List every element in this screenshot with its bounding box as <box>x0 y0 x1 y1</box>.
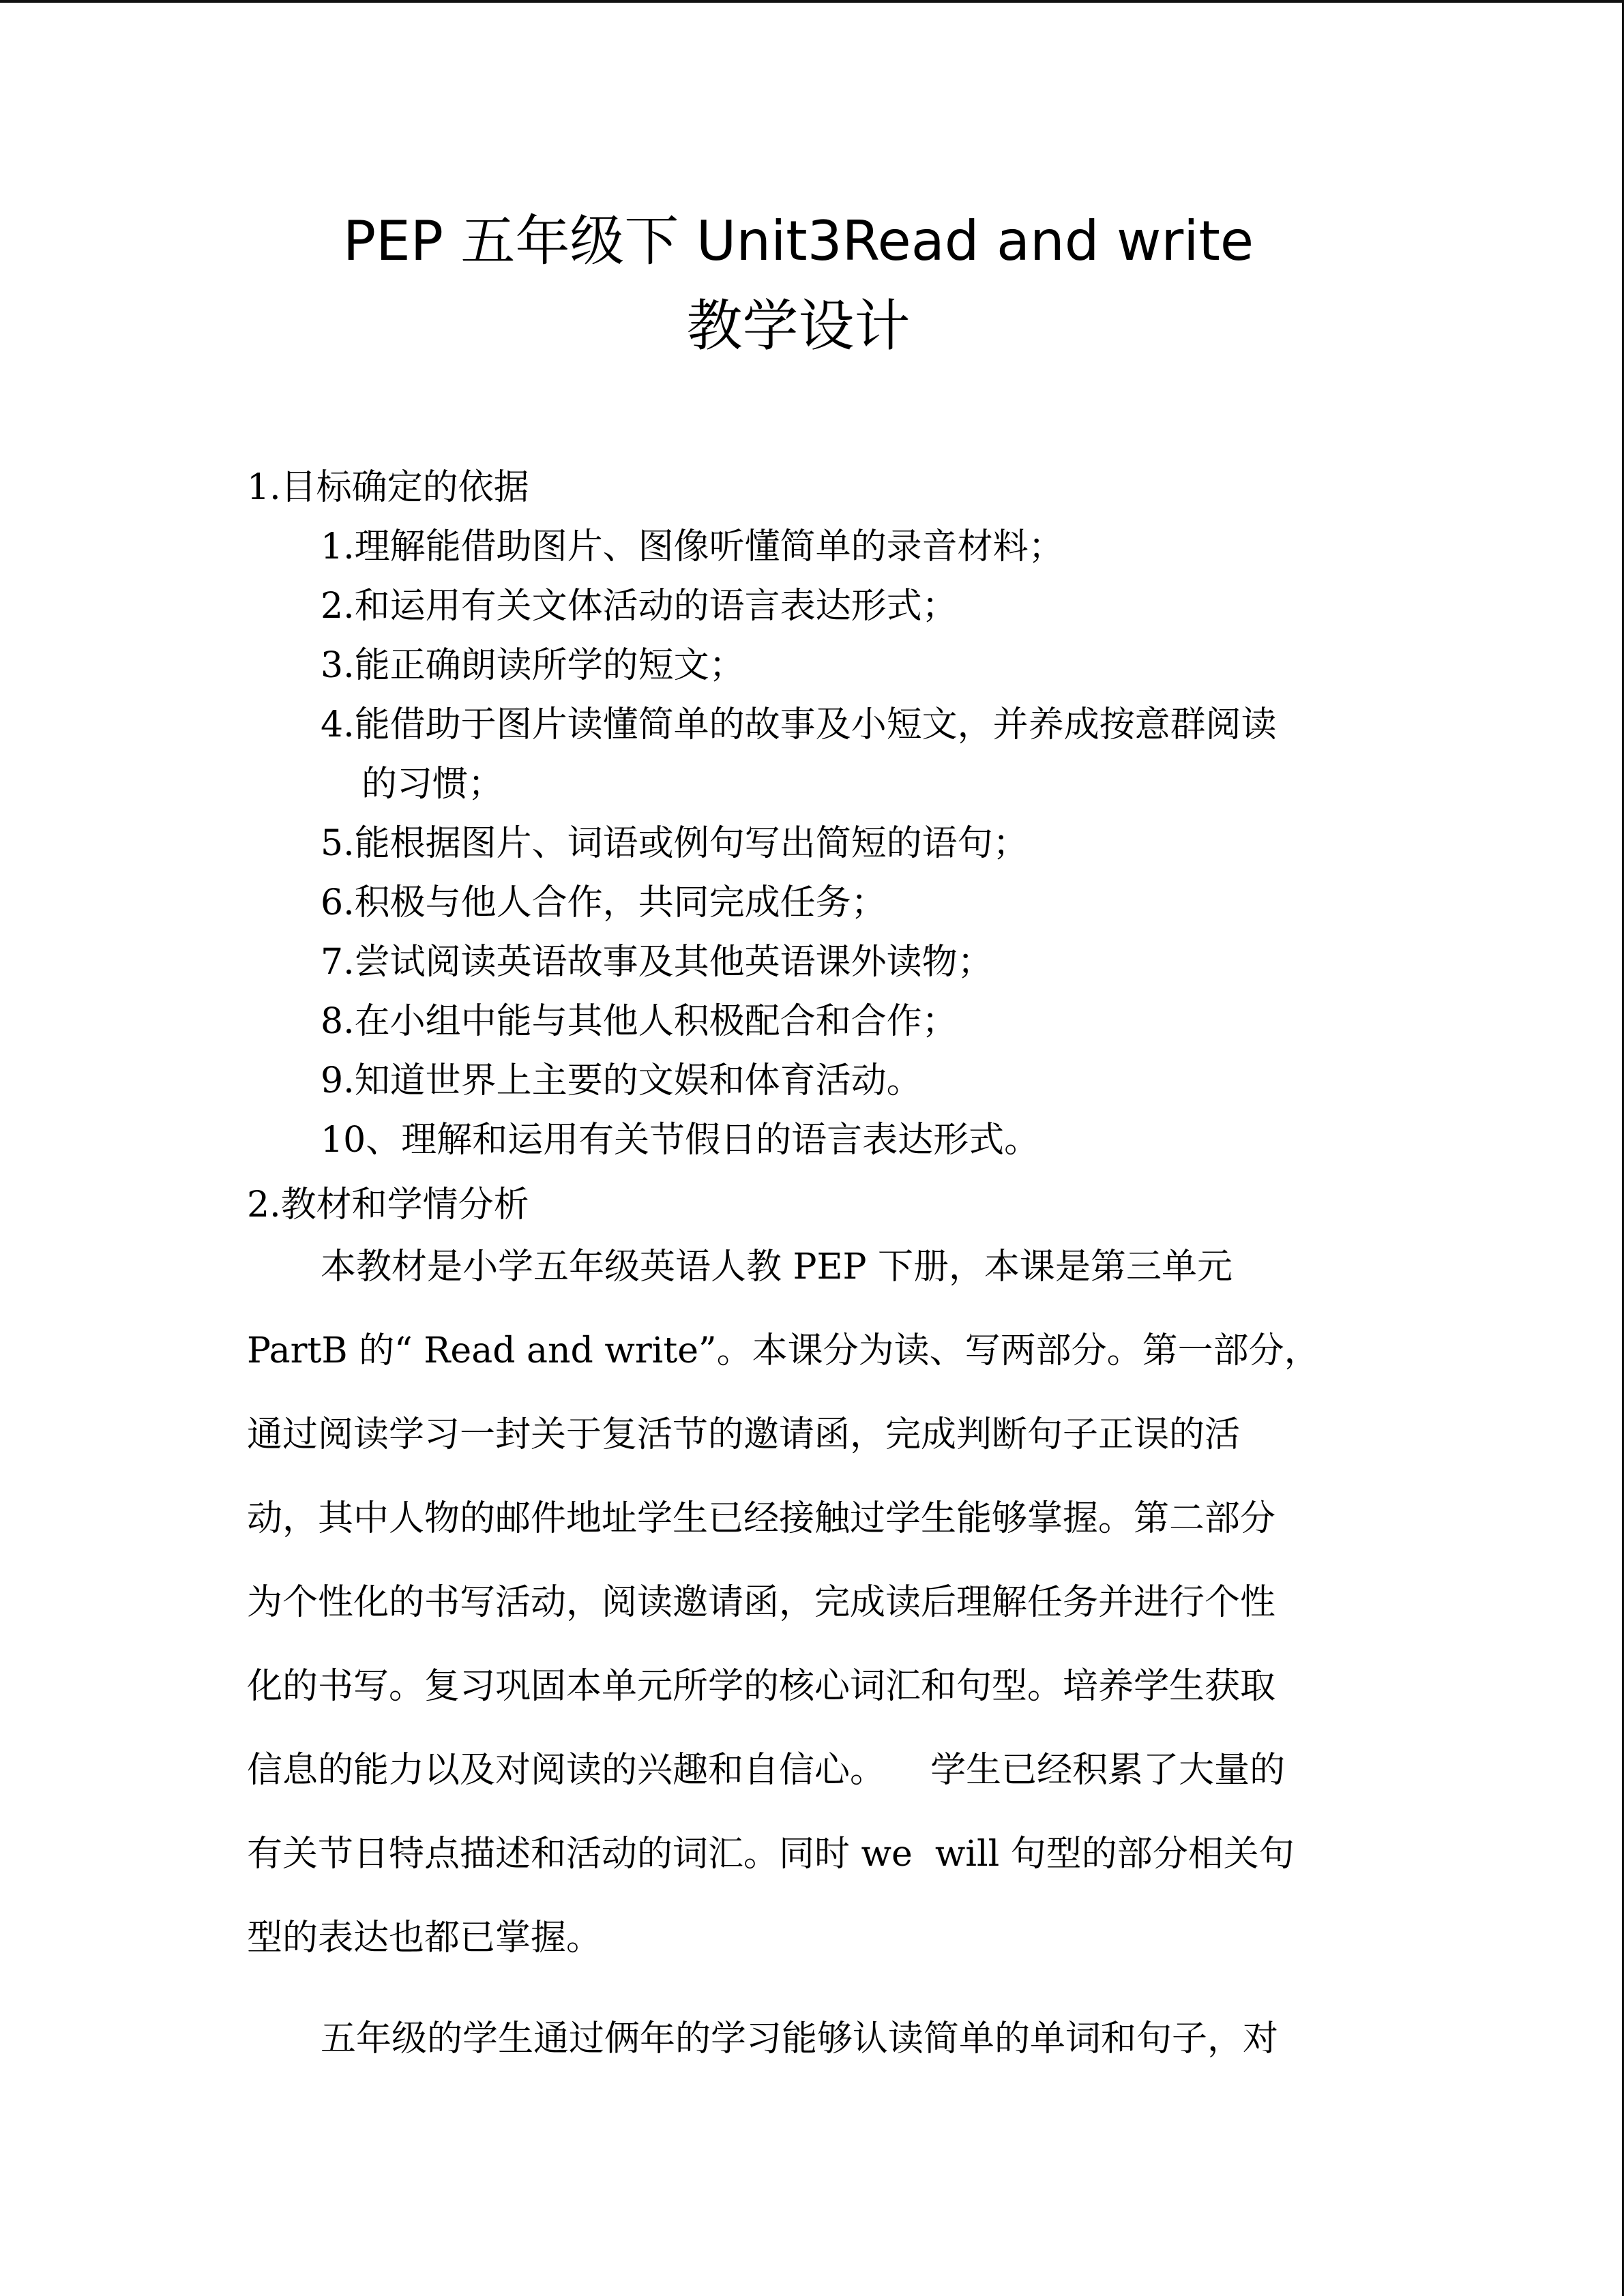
paragraph-line: 信息的能力以及对阅读的兴趣和自信心。 学生已经积累了大量的 <box>247 1750 1286 1791</box>
objective-text: 理解能借助图片、图像听懂简单的录音材料； <box>354 526 1064 567</box>
paragraph-line: 有关节日特点描述和活动的词汇。同时 we will 句型的部分相关句 <box>247 1834 1295 1875</box>
objective-text: 在小组中能与其他人积极配合和合作； <box>354 1001 958 1042</box>
objective-number: 5. <box>321 823 355 864</box>
objective-number: 6. <box>321 882 355 923</box>
document-subtitle: 教学设计 <box>686 294 911 359</box>
objective-text: 积极与他人合作，共同完成任务； <box>354 882 887 923</box>
objective-number: 3. <box>321 645 355 686</box>
objective-item-continuation <box>321 755 1277 814</box>
paragraph-line: 动，其中人物的邮件地址学生已经接触过学生能够掌握。第二部分 <box>247 1498 1276 1539</box>
paragraph-line: 本教材是小学五年级英语人教 PEP 下册，本课是第三单元 <box>321 1247 1232 1287</box>
objective-text: 能正确朗读所学的短文； <box>354 645 745 686</box>
section-heading-objectives: 1.目标确定的依据 <box>247 467 529 508</box>
paragraph-line: 通过阅读学习一封关于复活节的邀请函，完成判断句子正误的活 <box>247 1414 1241 1455</box>
objective-text: 尝试阅读英语故事及其他英语课外读物； <box>354 942 993 983</box>
objective-item <box>321 577 1277 636</box>
objective-item <box>321 992 1277 1052</box>
objective-number: 1. <box>321 526 355 567</box>
paragraph-line: 化的书写。复习巩固本单元所学的核心词汇和句型。培养学生获取 <box>247 1666 1276 1707</box>
objective-number: 4. <box>321 704 355 745</box>
objective-item <box>321 933 1277 992</box>
student-analysis-paragraph <box>247 1997 1379 2081</box>
document-title: PEP 五年级下 Unit3Read and write <box>342 209 1254 273</box>
objective-item <box>321 636 1277 696</box>
objective-number: 2. <box>321 586 355 627</box>
objective-number: 7. <box>321 942 355 983</box>
objective-text: 和运用有关文体活动的语言表达形式； <box>354 586 958 627</box>
objective-number: 9. <box>321 1060 355 1101</box>
analysis-paragraph <box>247 1225 1379 1980</box>
objective-item <box>321 814 1277 874</box>
objective-text: 能根据图片、词语或例句写出简短的语句； <box>354 823 1029 864</box>
objective-item <box>321 1111 1277 1170</box>
objective-item <box>321 518 1277 577</box>
objective-number: 8. <box>321 1001 355 1042</box>
paragraph-line: 型的表达也都已掌握。 <box>247 1918 602 1958</box>
paragraph-line: 为个性化的书写活动，阅读邀请函，完成读后理解任务并进行个性 <box>247 1582 1276 1623</box>
paragraph-line: 五年级的学生通过俩年的学习能够认读简单的单词和句子，对 <box>321 2018 1279 2059</box>
objective-text: 能借助于图片读懂简单的故事及小短文，并养成按意群阅读 <box>354 704 1277 745</box>
section-heading-analysis: 2.教材和学情分析 <box>247 1184 529 1225</box>
objective-text: 知道世界上主要的文娱和体育活动。 <box>354 1060 922 1101</box>
objective-text: 理解和运用有关节假日的语言表达形式。 <box>401 1120 1040 1161</box>
objectives-list <box>321 518 1277 1170</box>
paragraph-line: PartB 的“ Read and write”。本课分为读、写两部分。第一部分， <box>247 1330 1320 1371</box>
objective-item <box>321 1052 1277 1111</box>
objective-item <box>321 696 1277 755</box>
objective-text: 的习惯； <box>361 764 504 805</box>
objective-number: 10、 <box>321 1120 402 1161</box>
objective-item <box>321 874 1277 933</box>
